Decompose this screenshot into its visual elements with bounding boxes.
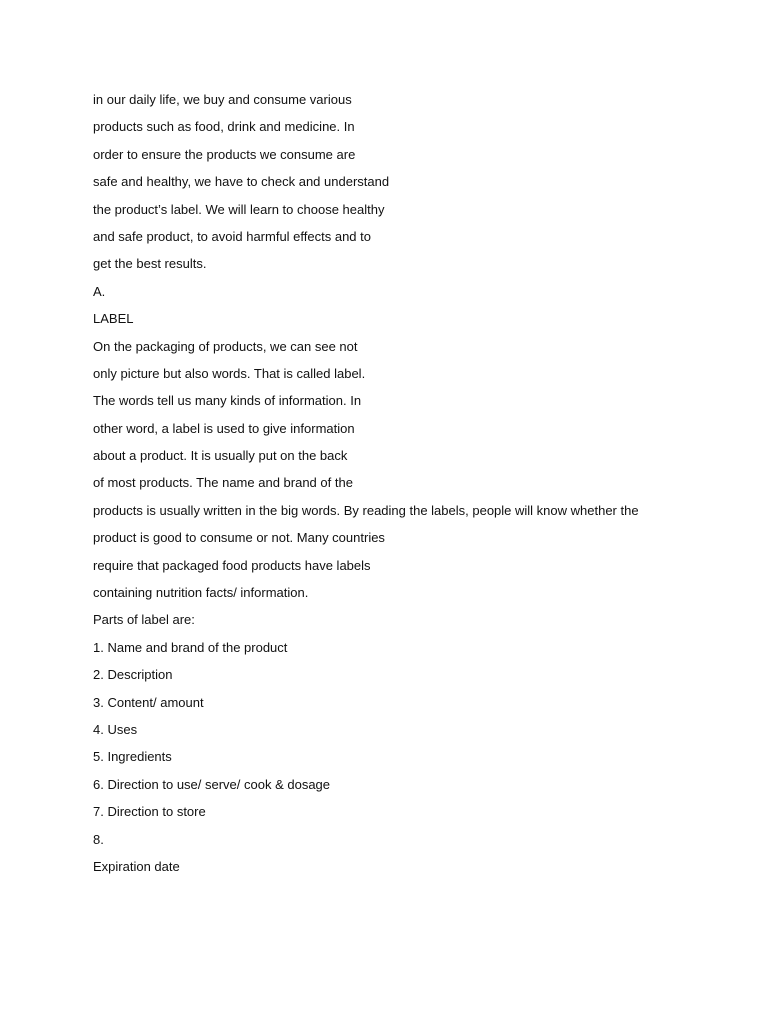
body-line-5: about a product. It is usually put on the back (93, 448, 348, 464)
intro-line-2: products such as food, drink and medicine. In (93, 119, 355, 135)
list-item: 5. Ingredients (93, 749, 172, 765)
intro-line-4: safe and healthy, we have to check and understand (93, 174, 390, 190)
body-line-2: only picture but also words. That is called label. (93, 365, 366, 381)
list-item: 1. Name and brand of the product (93, 639, 288, 655)
list-item-number: 8. (93, 831, 104, 847)
intro-line-5: the product’s label. We will learn to choose healthy (93, 201, 385, 217)
list-item: 3. Content/ amount (93, 694, 204, 710)
body-line-10: containing nutrition facts/ information. (93, 585, 309, 601)
body-line-4: other word, a label is used to give information (93, 420, 355, 436)
intro-line-1: in our daily life, we buy and consume various (93, 92, 352, 107)
intro-line-3: order to ensure the products we consume are (93, 146, 356, 162)
list-item: 4. Uses (93, 721, 138, 737)
document-page (93, 86, 673, 880)
list-item: 2. Description (93, 667, 173, 683)
section-heading: LABEL (93, 311, 134, 327)
list-item-text: Expiration date (93, 858, 180, 874)
list-heading: Parts of label are: (93, 612, 195, 628)
section-letter: A. (93, 283, 106, 299)
body-line-1: On the packaging of products, we can see not (93, 338, 358, 354)
list-item: 7. Direction to store (93, 804, 206, 820)
body-line-9: require that packaged food products have labels (93, 557, 371, 573)
intro-line-6: and safe product, to avoid harmful effects and to (93, 228, 371, 244)
list-item: 6. Direction to use/ serve/ cook & dosage (93, 776, 331, 792)
body-line-6: of most products. The name and brand of the (93, 475, 353, 491)
body-line-3: The words tell us many kinds of information. In (93, 393, 362, 409)
intro-line-7: get the best results. (93, 256, 207, 272)
body-line-7: products is usually written in the big words. By reading the labels, people will know whether the (93, 502, 639, 518)
body-line-8: product is good to consume or not. Many countries (93, 530, 385, 546)
